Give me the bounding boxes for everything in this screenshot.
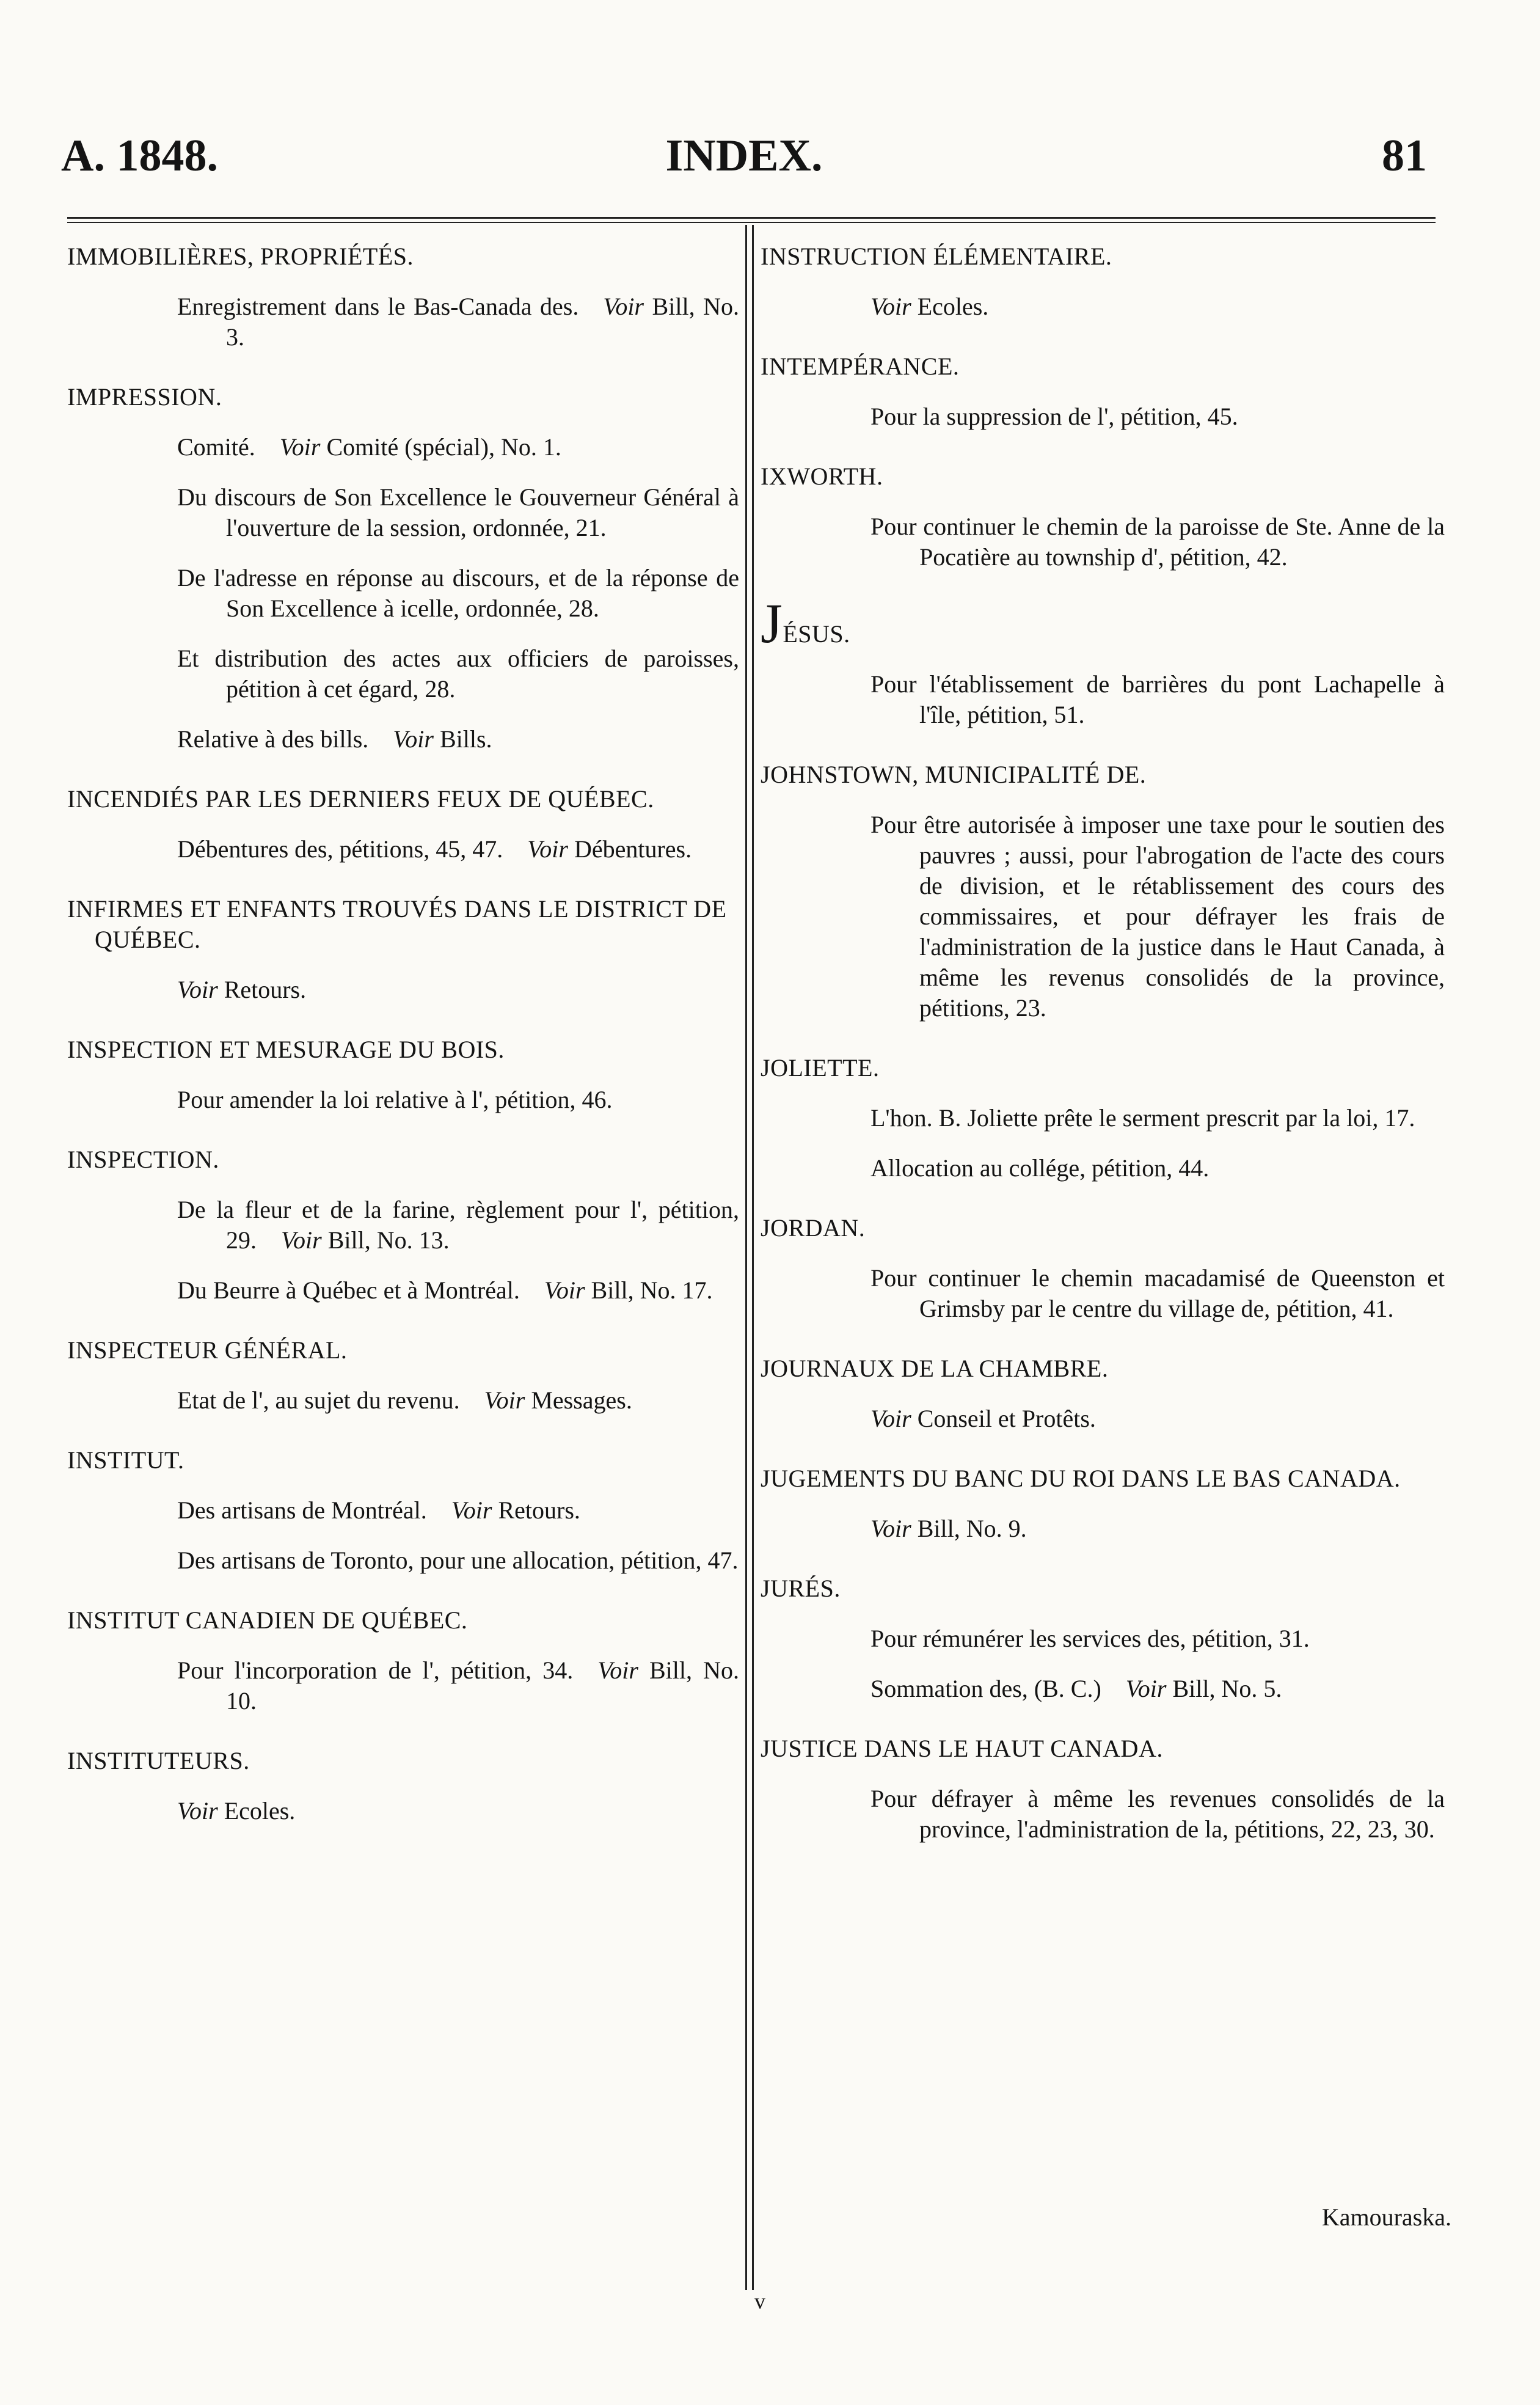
entry-subitem	[761, 810, 1445, 1023]
subitem-text: Débentures des, pétitions, 45, 47.	[177, 835, 503, 863]
entry-subitem	[67, 1655, 739, 1716]
index-entry	[67, 1445, 739, 1576]
entry-heading: INSPECTION.	[67, 1146, 219, 1173]
entry-subitem	[761, 1514, 1445, 1544]
entry-subitem	[761, 1674, 1445, 1704]
subitem-text: Du Beurre à Québec et à Montréal.	[177, 1276, 520, 1304]
entry-subitem	[761, 1623, 1445, 1654]
subitem-text: Comité.	[177, 433, 255, 461]
subitem-text: L'hon. B. Joliette prête le serment prescrit par la loi, 17.	[870, 1104, 1415, 1132]
entry-heading	[761, 592, 1445, 654]
subitem-text: Pour continuer le chemin macadamisé de Queenston et Grimsby par le centre du village de, pétition, 41.	[870, 1264, 1445, 1322]
entry-heading: INSTITUT CANADIEN DE QUÉBEC.	[67, 1606, 468, 1634]
entry-heading: INFIRMES ET ENFANTS TROUVÉS DANS LE DISTRICT DE QUÉBEC.	[67, 895, 727, 953]
reference-target: Bill, No. 17.	[591, 1276, 713, 1304]
voir-reference: Voir	[527, 835, 568, 863]
subitem-text: Relative à des bills.	[177, 725, 369, 753]
index-entry	[761, 1733, 1445, 1845]
index-entry	[761, 1053, 1445, 1184]
voir-reference: Voir	[870, 293, 911, 320]
entry-heading-text: ÉSUS.	[783, 620, 850, 648]
entry-heading: JUSTICE DANS LE HAUT CANADA.	[761, 1735, 1163, 1762]
column-divider	[745, 225, 754, 2290]
signature-mark: v	[754, 2289, 765, 2313]
entry-subitem	[761, 1103, 1445, 1133]
voir-reference: Voir	[544, 1276, 585, 1304]
subitem-text: Allocation au collége, pétition, 44.	[870, 1154, 1210, 1182]
reference-target: Retours.	[498, 1496, 580, 1524]
reference-target: Bills.	[439, 725, 492, 753]
header-rule-top	[67, 217, 1436, 219]
subitem-text: Du discours de Son Excellence le Gouverneur Général à l'ouverture de la session, ordonnée, 21.	[177, 483, 739, 541]
entry-subitem	[67, 724, 739, 755]
entry-subitem	[761, 1784, 1445, 1845]
index-entry	[67, 1746, 739, 1826]
entry-subitem	[67, 1275, 739, 1306]
index-entry	[761, 461, 1445, 573]
voir-reference: Voir	[1125, 1675, 1167, 1702]
entry-subitem	[761, 401, 1445, 432]
entry-heading: IMPRESSION.	[67, 383, 222, 411]
subitem-text: Des artisans de Montréal.	[177, 1496, 427, 1524]
reference-target: Comité (spécial), No. 1.	[326, 433, 561, 461]
entry-subitem	[761, 669, 1445, 730]
left-column	[67, 241, 739, 1856]
entry-subitem	[67, 291, 739, 353]
subitem-text: Pour rémunérer les services des, pétition, 31.	[870, 1625, 1310, 1652]
entry-subitem	[67, 1495, 739, 1526]
entry-subitem	[761, 511, 1445, 573]
index-entry	[761, 1213, 1445, 1324]
reference-target: Bill, No. 13.	[327, 1226, 450, 1254]
entry-heading: INCENDIÉS PAR LES DERNIERS FEUX DE QUÉBEC.	[67, 785, 654, 813]
index-entry	[67, 1144, 739, 1306]
subitem-text: Pour l'établissement de barrières du pont Lachapelle à l'île, pétition, 51.	[870, 670, 1445, 728]
entry-subitem	[67, 482, 739, 543]
entry-subitem	[67, 432, 739, 463]
reference-target: Bill, No. 3.	[226, 293, 739, 351]
page-title: INDEX.	[665, 131, 823, 181]
entry-subitem	[761, 1404, 1445, 1434]
subitem-text: Pour la suppression de l', pétition, 45.	[870, 403, 1238, 430]
entry-heading: JOLIETTE.	[761, 1054, 880, 1082]
voir-reference: Voir	[870, 1405, 911, 1432]
entry-heading: JORDAN.	[761, 1214, 866, 1242]
entry-subitem	[67, 1085, 739, 1115]
index-entry	[67, 1335, 739, 1416]
index-entry	[67, 784, 739, 865]
entry-heading: IXWORTH.	[761, 463, 883, 490]
entry-heading: INTEMPÉRANCE.	[761, 353, 960, 380]
voir-reference: Voir	[393, 725, 434, 753]
entry-subitem	[67, 643, 739, 705]
subitem-text: Pour amender la loi relative à l', pétition, 46.	[177, 1086, 613, 1113]
entry-heading: IMMOBILIÈRES, PROPRIÉTÉS.	[67, 243, 414, 270]
subitem-text: Enregistrement dans le Bas-Canada des.	[177, 293, 579, 320]
index-entry	[761, 1353, 1445, 1434]
reference-target: Bill, No. 9.	[917, 1515, 1027, 1542]
page-number: 81	[1382, 131, 1427, 181]
voir-reference: Voir	[870, 1515, 911, 1542]
subitem-text: De l'adresse en réponse au discours, et de la réponse de Son Excellence à icelle, ordonnée, 28.	[177, 564, 739, 622]
index-entry	[761, 351, 1445, 432]
reference-target: Conseil et Protêts.	[917, 1405, 1096, 1432]
entry-heading: JUGEMENTS DU BANC DU ROI DANS LE BAS CANADA.	[761, 1465, 1401, 1492]
reference-target: Débentures.	[574, 835, 692, 863]
index-entry	[67, 241, 739, 353]
voir-reference: Voir	[597, 1656, 638, 1684]
entry-heading: INSPECTION ET MESURAGE DU BOIS.	[67, 1036, 505, 1063]
index-entry	[761, 1463, 1445, 1544]
subitem-text: Pour continuer le chemin de la paroisse de Ste. Anne de la Pocatière au township d', pétition, 42.	[870, 513, 1445, 571]
reference-target: Bill, No. 5.	[1172, 1675, 1282, 1702]
entry-subitem	[67, 975, 739, 1005]
header-rule-bottom	[67, 222, 1436, 223]
entry-heading: INSTITUT.	[67, 1446, 184, 1474]
voir-reference: Voir	[177, 1797, 218, 1825]
voir-reference: Voir	[281, 1226, 322, 1254]
drop-cap: J	[761, 592, 783, 654]
reference-target: Messages.	[531, 1386, 632, 1414]
voir-reference: Voir	[177, 976, 218, 1003]
index-entry	[67, 894, 739, 1005]
voir-reference: Voir	[451, 1496, 492, 1524]
index-entry	[761, 241, 1445, 322]
entry-subitem	[761, 291, 1445, 322]
entry-heading: JURÉS.	[761, 1575, 841, 1602]
reference-target: Ecoles.	[224, 1797, 296, 1825]
entry-subitem	[67, 1385, 739, 1416]
entry-heading: INSPECTEUR GÉNÉRAL.	[67, 1336, 348, 1364]
entry-subitem	[761, 1153, 1445, 1184]
entry-subitem	[67, 1195, 739, 1256]
page-header	[61, 125, 1427, 186]
entry-heading: INSTITUTEURS.	[67, 1747, 250, 1774]
index-entry	[761, 1573, 1445, 1704]
voir-reference: Voir	[484, 1386, 525, 1414]
entry-subitem	[67, 1545, 739, 1576]
entry-subitem	[67, 834, 739, 865]
header-year: A. 1848.	[61, 131, 218, 181]
subitem-text: Sommation des, (B. C.)	[870, 1675, 1101, 1702]
subitem-text: De la fleur et de la farine, règlement pour l', pétition, 29.	[177, 1196, 739, 1254]
right-column	[761, 241, 1445, 1874]
reference-target: Ecoles.	[917, 293, 989, 320]
subitem-text: Pour défrayer à même les revenues consolidés de la province, l'administration de la, pétitions, 22, 23, 30.	[870, 1785, 1445, 1843]
index-entry	[67, 382, 739, 755]
entry-heading: JOURNAUX DE LA CHAMBRE.	[761, 1355, 1109, 1382]
reference-target: Bill, No. 10.	[226, 1656, 740, 1715]
voir-reference: Voir	[279, 433, 321, 461]
entry-subitem	[67, 1796, 739, 1826]
subitem-text: Pour être autorisée à imposer une taxe pour le soutien des pauvres ; aussi, pour l'abrogation de l'acte des cours de division, et le rétablissement des cours des commissaires, et pour défrayer les frais de l'administration de la justice dans le Haut Canada, à même les revenus consolidés de la province, pétitions, 23.	[870, 811, 1445, 1022]
entry-heading: INSTRUCTION ÉLÉMENTAIRE.	[761, 243, 1112, 270]
reference-target: Retours.	[224, 976, 307, 1003]
subitem-text: Pour l'incorporation de l', pétition, 34.	[177, 1656, 574, 1684]
subitem-text: Etat de l', au sujet du revenu.	[177, 1386, 460, 1414]
entry-heading: JOHNSTOWN, MUNICIPALITÉ DE.	[761, 761, 1147, 788]
subitem-text: Des artisans de Toronto, pour une allocation, pétition, 47.	[177, 1547, 739, 1574]
subitem-text: Et distribution des actes aux officiers de paroisses, pétition à cet égard, 28.	[177, 645, 739, 703]
index-entry	[761, 592, 1445, 730]
catchword: Kamouraska.	[1321, 2203, 1451, 2231]
index-entry	[67, 1605, 739, 1716]
entry-subitem	[67, 563, 739, 624]
entry-subitem	[761, 1263, 1445, 1324]
index-entry	[761, 760, 1445, 1023]
index-entry	[67, 1034, 739, 1115]
voir-reference: Voir	[603, 293, 644, 320]
